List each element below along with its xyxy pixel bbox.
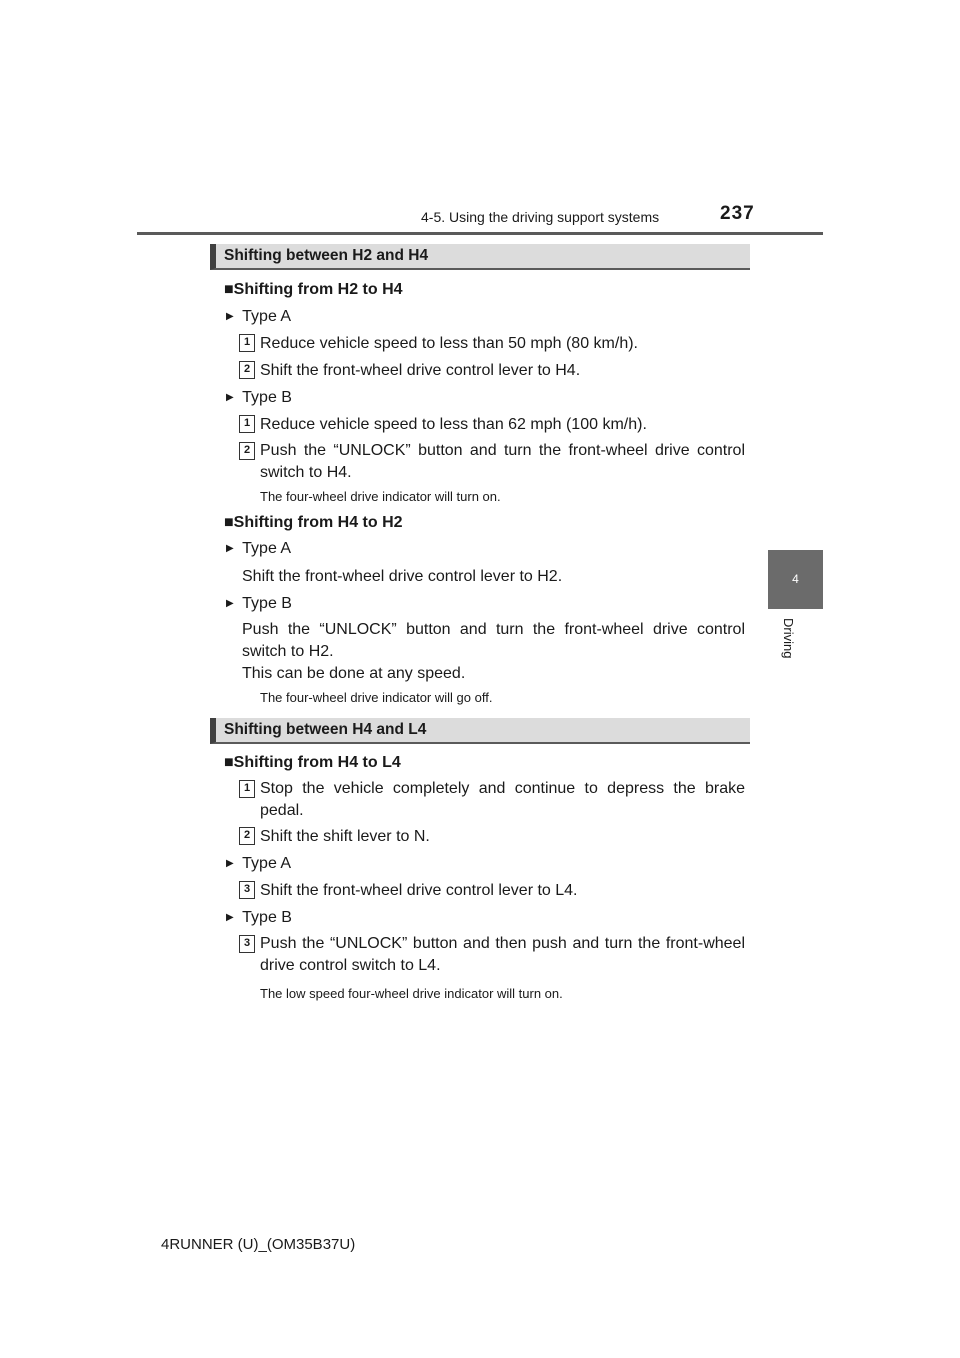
page-number: 237	[720, 203, 755, 224]
triangle-bullet-icon: ▶	[226, 543, 234, 554]
indicator-note: The low speed four-wheel drive indicator will turn on.	[260, 986, 563, 1001]
step-text: Reduce vehicle speed to less than 62 mph (100 km/h).	[260, 416, 647, 433]
type-b-item	[226, 907, 292, 931]
type-a-item	[226, 306, 291, 330]
triangle-bullet-icon: ▶	[226, 858, 234, 869]
indicator-note: The four-wheel drive indicator will go off.	[260, 690, 493, 705]
type-label: Type A	[242, 855, 292, 872]
section-heading-h4-l4	[210, 718, 750, 744]
chapter-label: Driving	[781, 618, 796, 659]
running-header: 4-5. Using the driving support systems	[421, 209, 660, 225]
subheading-h2-to-h4: ■Shifting from H2 to H4	[224, 281, 403, 298]
step-number-icon: 2	[239, 442, 255, 460]
instruction-text: This can be done at any speed.	[242, 665, 466, 682]
step-text: Shift the front-wheel drive control lever to L4.	[260, 882, 578, 899]
triangle-bullet-icon: ▶	[226, 912, 234, 923]
type-label: Type A	[242, 540, 292, 557]
type-b-item	[226, 593, 292, 617]
type-label: Type B	[242, 595, 292, 612]
subheading-h4-to-h2: ■Shifting from H4 to H2	[224, 514, 403, 531]
triangle-bullet-icon: ▶	[226, 392, 234, 403]
step-text: Shift the shift lever to N.	[260, 828, 430, 845]
step-number-icon: 2	[239, 361, 255, 379]
chapter-tab: 4	[768, 550, 823, 609]
step-number-icon: 3	[239, 881, 255, 899]
instruction-text: Shift the front-wheel drive control lever to H2.	[242, 568, 563, 585]
step-number-icon: 3	[239, 935, 255, 953]
section-title: Shifting between H4 and L4	[224, 721, 427, 738]
triangle-bullet-icon: ▶	[226, 598, 234, 609]
type-label: Type B	[242, 389, 292, 406]
type-a-item	[226, 853, 291, 877]
step-number-icon: 1	[239, 415, 255, 433]
section-heading-h2-h4	[210, 244, 750, 270]
indicator-note: The four-wheel drive indicator will turn on.	[260, 489, 501, 504]
step-number-icon: 1	[239, 334, 255, 352]
type-label: Type B	[242, 909, 292, 926]
section-title: Shifting between H2 and H4	[224, 247, 429, 264]
instruction-text: Push the “UNLOCK” button and turn the front-wheel drive control switch to H2.	[242, 621, 745, 660]
model-code-footer: 4RUNNER (U)_(OM35B37U)	[161, 1236, 356, 1253]
step-number-icon: 2	[239, 827, 255, 845]
step-number-icon: 1	[239, 780, 255, 798]
step-text: Stop the vehicle completely and continue to depress the brake pedal.	[260, 780, 745, 819]
type-b-item	[226, 387, 292, 411]
step-text: Push the “UNLOCK” button and then push and turn the front-wheel drive control switch to L4.	[260, 935, 745, 974]
type-label: Type A	[242, 308, 292, 325]
header-rule	[137, 232, 823, 235]
step-text: Reduce vehicle speed to less than 50 mph (80 km/h).	[260, 335, 638, 352]
triangle-bullet-icon: ▶	[226, 311, 234, 322]
step-text: Shift the front-wheel drive control lever to H4.	[260, 362, 581, 379]
subheading-h4-to-l4: ■Shifting from H4 to L4	[224, 754, 401, 771]
step-text: Push the “UNLOCK” button and turn the front-wheel drive control switch to H4.	[260, 442, 745, 481]
type-a-item	[226, 538, 291, 562]
